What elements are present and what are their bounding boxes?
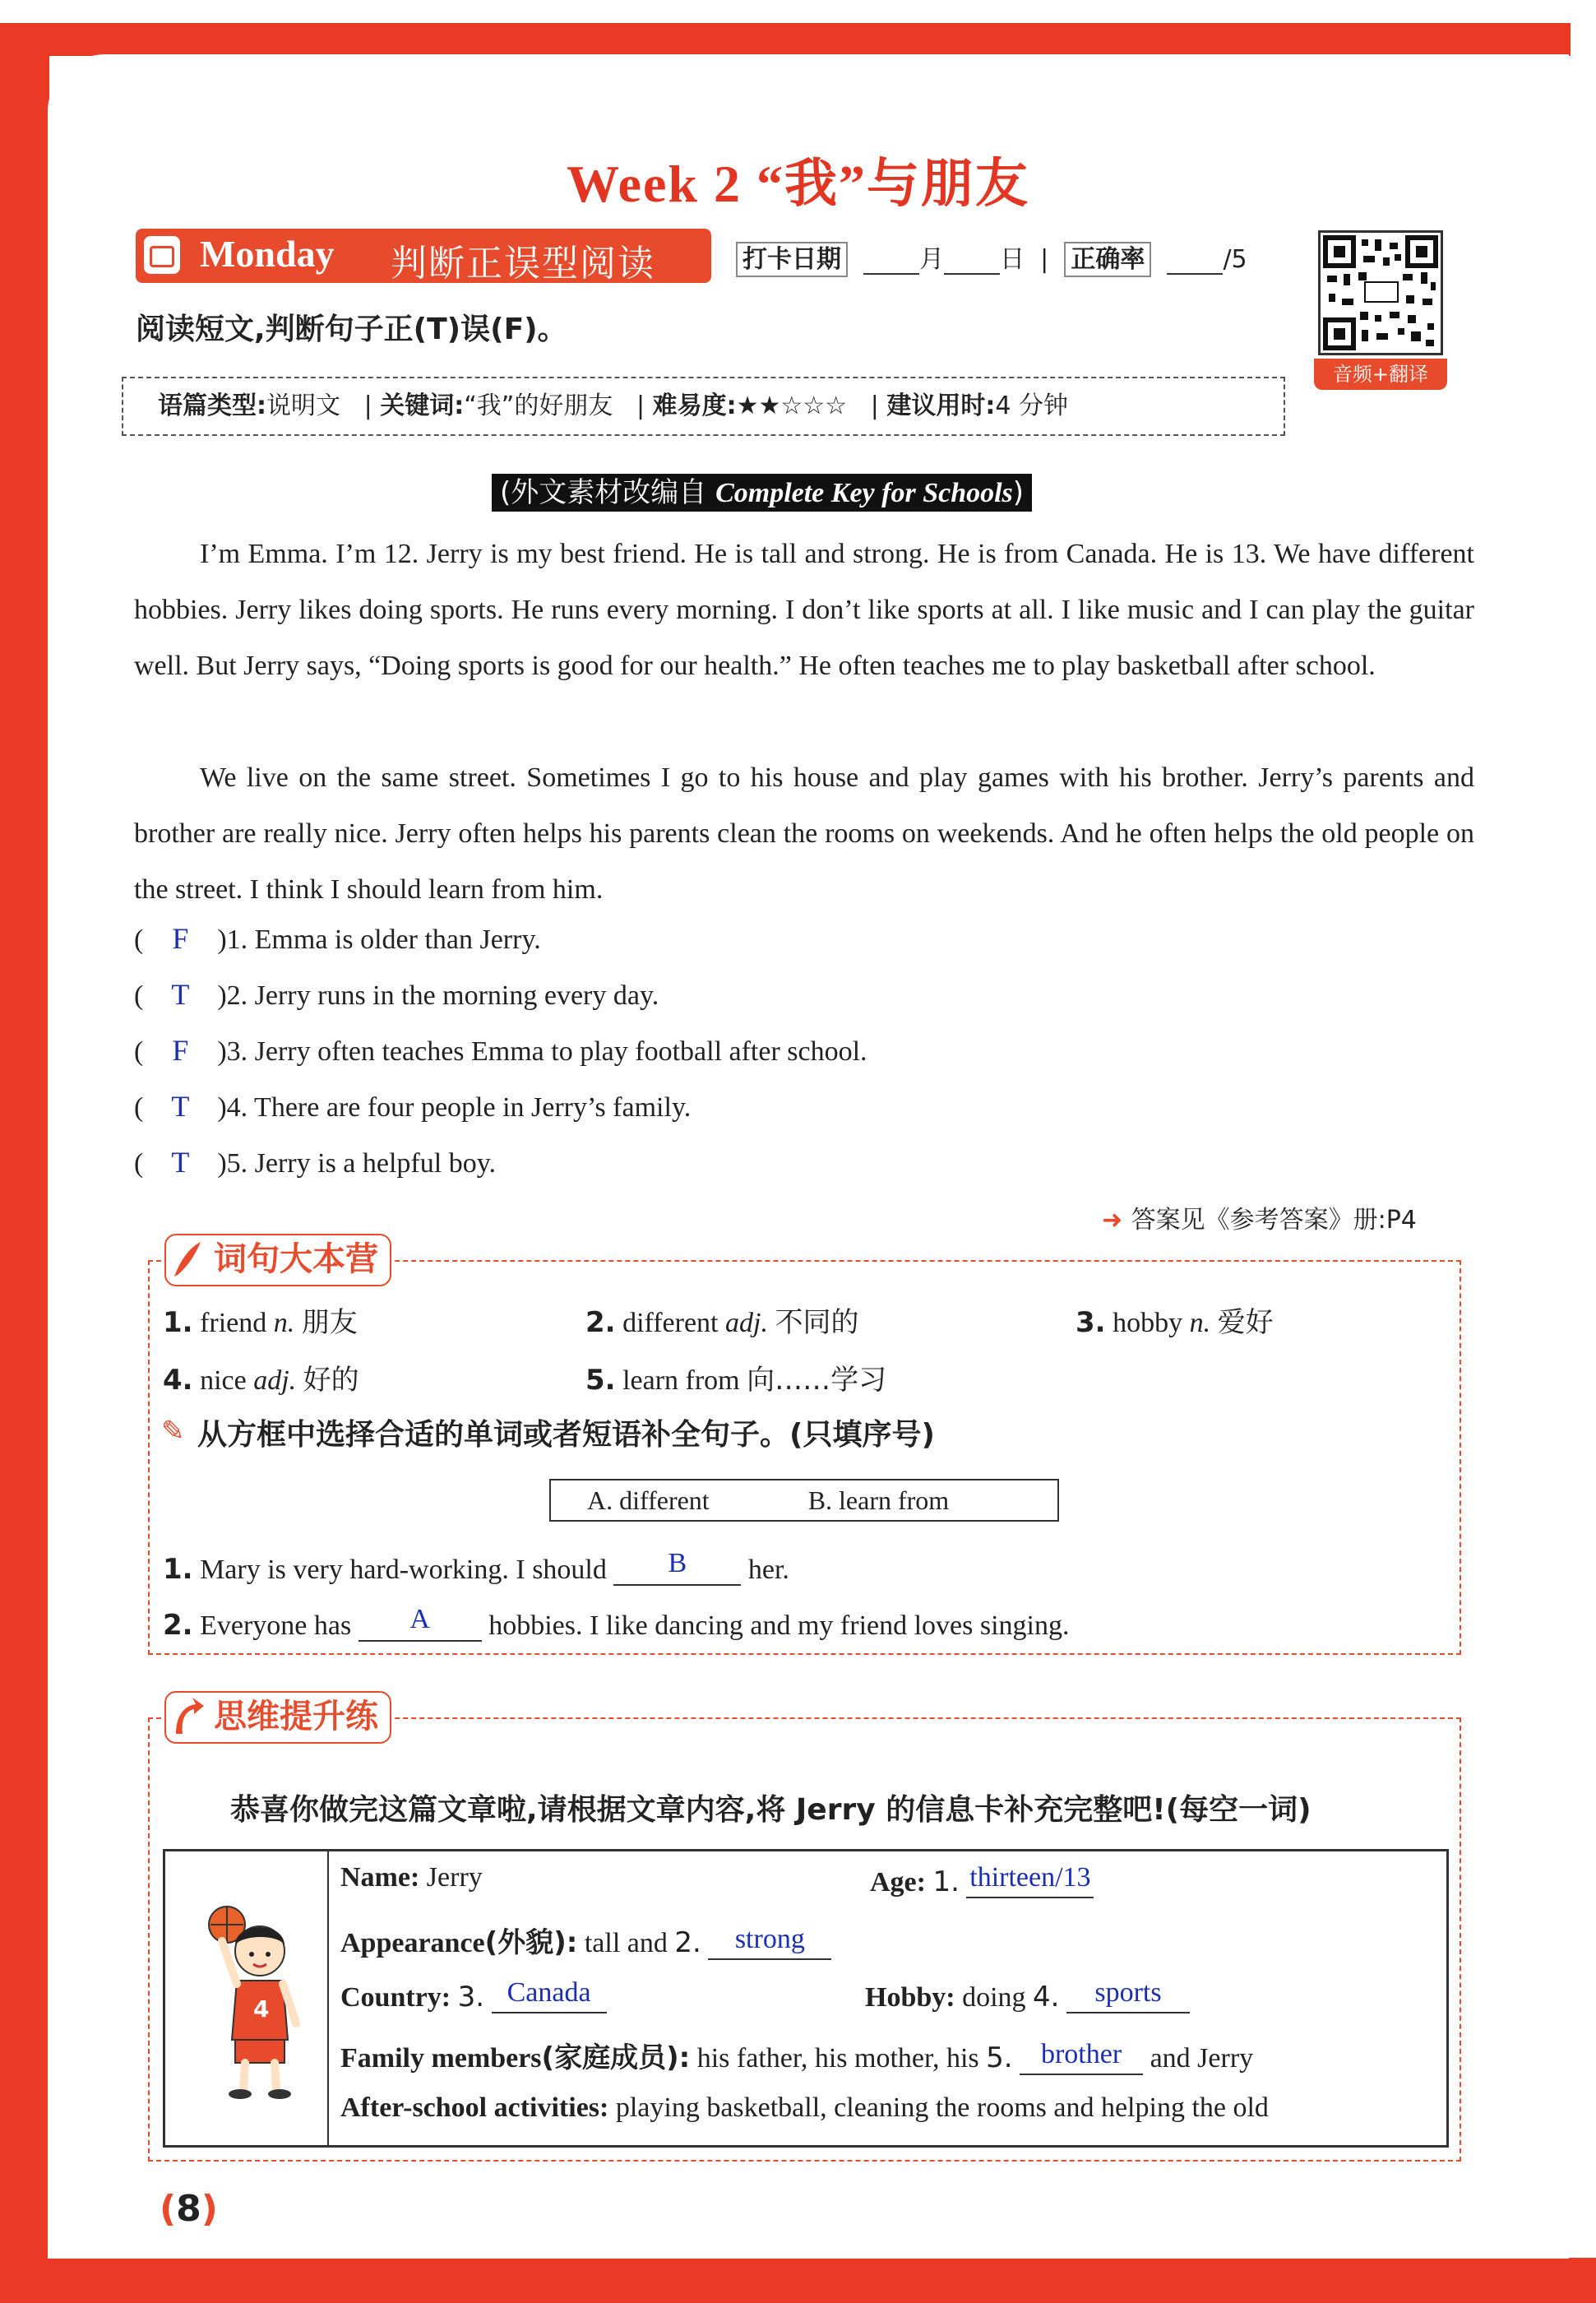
exercise-type: 判断正误型阅读 <box>391 243 655 285</box>
question-item: ( T )2. Jerry runs in the morning every day. <box>134 978 659 1011</box>
appearance-zh: (外貌): <box>484 1926 578 1959</box>
family-blank[interactable]: brother <box>1020 2039 1143 2075</box>
question-answer[interactable]: F <box>172 1034 189 1067</box>
separator: | <box>348 392 381 420</box>
question-text: There are four people in Jerry’s family. <box>254 1092 692 1123</box>
feather-icon <box>171 1239 204 1280</box>
answer-reference <box>1102 1199 1417 1235</box>
vocab-pos: n. <box>1189 1308 1211 1338</box>
fill-sentence <box>163 1604 1070 1642</box>
family-zh: (家庭成员): <box>541 2041 691 2074</box>
question-item: ( T )5. Jerry is a helpful boy. <box>134 1146 496 1179</box>
think-section-header <box>164 1691 391 1744</box>
day-blank[interactable] <box>944 248 1000 275</box>
page-number: 8 <box>176 2188 201 2230</box>
question-item: ( F )3. Jerry often teaches Emma to play football after school. <box>134 1034 867 1067</box>
card-country-row <box>340 1977 607 2013</box>
vocab-pos: n. <box>273 1308 295 1338</box>
sentence-before: Mary is very hard-working. I should <box>200 1555 607 1585</box>
option-box <box>549 1479 1059 1522</box>
family-label: Family members <box>340 2043 542 2074</box>
card-family-row <box>340 2035 1253 2075</box>
vocab-number: 4. <box>163 1364 193 1397</box>
boy-basketball-illustration <box>178 1892 317 2106</box>
vocab-meaning: 不同的 <box>775 1306 859 1339</box>
separator: | <box>854 392 887 420</box>
page-frame-bottom <box>0 2258 1596 2303</box>
vocab-meaning: 好的 <box>303 1364 359 1397</box>
day-label: Monday <box>200 233 335 275</box>
fill-sentence <box>163 1548 789 1586</box>
question-number: 2. <box>226 980 248 1011</box>
pencil-icon: ✎ <box>161 1416 185 1447</box>
question-number: 4. <box>226 1092 248 1123</box>
fill-blank-2[interactable]: A <box>359 1604 482 1642</box>
card-hobby-row <box>865 1977 1190 2013</box>
blank-number: 1. <box>932 1865 960 1898</box>
vocab-pos: adj. <box>253 1365 297 1396</box>
sentence-after: hobbies. I like dancing and my friend loves singing. <box>488 1610 1070 1641</box>
name-value: Jerry <box>426 1862 483 1893</box>
after-school-label: After-school activities: <box>340 2092 609 2123</box>
vocab-number: 2. <box>585 1306 616 1339</box>
think-instruction: 恭喜你做完这篇文章啦,请根据文章内容,将 Jerry 的信息卡补充完整吧!(每空一词) <box>230 1793 1311 1827</box>
calendar-icon <box>144 236 180 274</box>
vocab-word: friend <box>200 1308 267 1338</box>
blank-number: 4. <box>1033 1981 1060 2013</box>
vocab-number: 3. <box>1076 1306 1106 1339</box>
age-label: Age: <box>870 1867 926 1898</box>
family-pre: his father, his mother, his <box>696 2043 979 2074</box>
appearance-blank[interactable]: strong <box>708 1924 831 1960</box>
separator: | <box>620 392 653 420</box>
checkin-row <box>736 239 1247 275</box>
time-label: 建议用时: <box>886 392 996 420</box>
after-school-text: playing basketball, cleaning the rooms and helping the old <box>615 2092 1269 2123</box>
card-age-row <box>870 1862 1094 1898</box>
fill-blank-1[interactable]: B <box>613 1548 741 1586</box>
card-after-school-row <box>340 2092 1269 2124</box>
age-blank[interactable]: thirteen/13 <box>966 1862 1094 1898</box>
question-item: ( F )1. Emma is older than Jerry. <box>134 922 541 955</box>
source-banner <box>492 474 1032 512</box>
answer-reference-text: 答案见《参考答案》册:P4 <box>1131 1206 1417 1235</box>
question-number: 3. <box>226 1036 248 1067</box>
separator: | <box>1032 245 1057 274</box>
passage-meta <box>122 377 1285 436</box>
vocab-number: 1. <box>163 1306 193 1339</box>
source-book: Complete Key for Schools <box>715 478 1013 508</box>
appearance-pre: tall and <box>584 1928 668 1958</box>
country-blank[interactable]: Canada <box>492 1977 607 2013</box>
option-a: A. different <box>587 1485 710 1515</box>
vocab-item <box>163 1357 359 1397</box>
genre-label: 语篇类型: <box>158 392 266 420</box>
vocab-word: different <box>622 1308 719 1338</box>
month-blank[interactable] <box>863 248 919 275</box>
hobby-pre: doing <box>962 1982 1026 2013</box>
question-answer[interactable]: F <box>172 922 189 955</box>
svg-text:4: 4 <box>253 1995 270 2023</box>
page-frame-left <box>0 23 49 2303</box>
question-answer[interactable]: T <box>171 1146 190 1179</box>
vocab-section-title: 词句大本营 <box>214 1240 378 1278</box>
card-appearance-row <box>340 1920 831 1960</box>
hobby-blank[interactable]: sports <box>1066 1977 1190 2013</box>
monday-badge <box>136 229 711 283</box>
question-number: 5. <box>226 1148 248 1179</box>
page-frame-top <box>33 23 1571 56</box>
vocab-item <box>1076 1300 1274 1340</box>
accuracy-total: /5 <box>1223 245 1247 274</box>
passage-paragraph-2: We live on the same street. Sometimes I go to his house and play games with his brother. Jerry’s parents and brother are really nice. Jerry often helps his parents clean the rooms on weekends. And he often helps the old people on the street. I think I should learn from him. <box>134 762 1474 905</box>
sentence-number: 1. <box>163 1553 193 1586</box>
option-b: B. learn from <box>807 1485 950 1515</box>
passage-paragraph-1: I’m Emma. I’m 12. Jerry is my best friend. He is tall and strong. He is from Canada. He is 13. We have different hobbies. Jerry likes doing sports. He runs every morning. I don’t like sports at all. I like music and I can play the guitar well. But Jerry says, “Doing sports is good for our health.” He often teaches me to play basketball after school. <box>134 539 1474 681</box>
vocab-section-header <box>164 1234 391 1286</box>
genre-value: 说明文 <box>266 392 340 420</box>
question-text: Jerry often teaches Emma to play football after school. <box>254 1036 867 1067</box>
think-section-title: 思维提升练 <box>214 1698 378 1735</box>
qr-code[interactable] <box>1318 230 1443 355</box>
name-label: Name: <box>340 1862 420 1893</box>
vocab-word: learn from <box>622 1365 740 1396</box>
question-text: Jerry is a helpful boy. <box>254 1148 496 1179</box>
day-unit: 日 <box>1000 245 1025 274</box>
appearance-label: Appearance <box>340 1928 485 1958</box>
vocab-pos: adj. <box>725 1308 768 1338</box>
source-suffix: ) <box>1012 476 1025 509</box>
keyword-label: 关键词: <box>380 392 465 420</box>
fill-instruction: 从方框中选择合适的单词或者短语补全句子。(只填序号) <box>197 1418 935 1452</box>
question-text: Emma is older than Jerry. <box>254 924 541 955</box>
question-item: ( T )4. There are four people in Jerry’s family. <box>134 1090 692 1123</box>
sentence-before: Everyone has <box>200 1610 352 1641</box>
reading-instruction: 阅读短文,判断句子正(T)误(F)。 <box>136 313 567 346</box>
page-title: Week 2 “我”与朋友 <box>567 155 1029 213</box>
accuracy-blank[interactable] <box>1167 248 1223 275</box>
blank-number: 5. <box>986 2041 1013 2074</box>
country-label: Country: <box>340 1982 451 2013</box>
arrow-icon: ➜ <box>1102 1206 1131 1235</box>
question-answer[interactable]: T <box>171 1090 190 1123</box>
question-answer[interactable]: T <box>171 978 190 1011</box>
vocab-number: 5. <box>585 1364 616 1397</box>
family-post: and Jerry <box>1150 2043 1254 2074</box>
vocab-item <box>163 1300 358 1340</box>
page-number-wrap <box>160 2188 218 2230</box>
laurel-right-icon: ) <box>201 2188 218 2230</box>
card-divider <box>327 1851 329 2146</box>
laurel-left-icon: ( <box>160 2188 177 2230</box>
time-value: 4 分钟 <box>995 392 1068 420</box>
qr-label: 音频+翻译 <box>1314 359 1447 390</box>
vocab-meaning: 向……学习 <box>747 1364 887 1397</box>
vocab-word: hobby <box>1113 1308 1183 1338</box>
blank-number: 3. <box>457 1981 485 2013</box>
checkin-date-label: 打卡日期 <box>736 242 848 277</box>
sentence-number: 2. <box>163 1609 193 1642</box>
question-number: 1. <box>226 924 248 955</box>
arrow-up-icon <box>171 1696 204 1737</box>
month-unit: 月 <box>919 245 945 274</box>
card-name-row <box>340 1862 483 1893</box>
difficulty-label: 难易度: <box>652 392 737 420</box>
blank-number: 2. <box>674 1926 701 1959</box>
vocab-word: nice <box>200 1365 247 1396</box>
vocab-meaning: 爱好 <box>1217 1306 1274 1339</box>
source-prefix: (外文素材改编自 <box>500 476 716 509</box>
sentence-after: her. <box>747 1555 789 1585</box>
vocab-item <box>585 1357 886 1397</box>
accuracy-label: 正确率 <box>1064 242 1151 277</box>
keyword-value: “我”的好朋友 <box>464 392 613 420</box>
hobby-label: Hobby: <box>865 1982 955 2013</box>
vocab-item <box>585 1300 858 1340</box>
question-text: Jerry runs in the morning every day. <box>254 980 659 1011</box>
vocab-meaning: 朋友 <box>301 1306 358 1339</box>
difficulty-stars: ★★☆☆☆ <box>736 392 848 420</box>
